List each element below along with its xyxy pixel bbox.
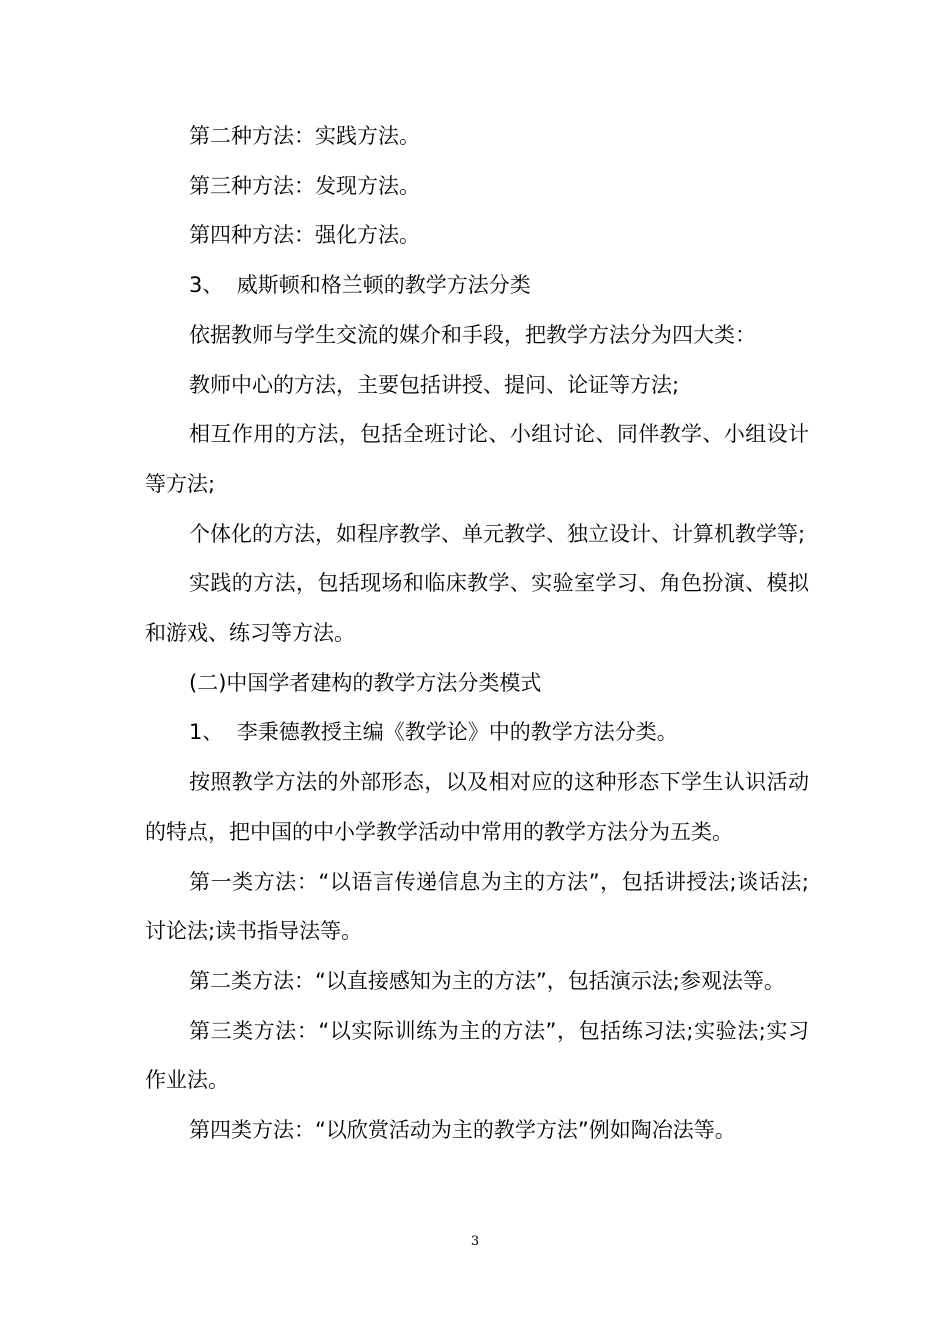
paragraph: 第二类方法：“以直接感知为主的方法”，包括演示法;参观法等。 [189,968,785,993]
paragraph: 实践的方法，包括现场和临床教学、实验室学习、角色扮演、模拟和游戏、练习等方法。 [145,571,809,646]
paragraph: 第三类方法：“以实际训练为主的方法”，包括练习法;实验法;实习作业法。 [145,1018,809,1093]
paragraph: 第二种方法：实践方法。 [189,124,420,148]
section-heading: 3、 威斯顿和格兰顿的教学方法分类 [189,273,531,298]
page-body [145,112,809,1156]
paragraph: 相互作用的方法，包括全班讨论、小组讨论、同伴教学、小组设计等方法; [145,422,809,496]
paragraph: 第四类方法：“以欣赏活动为主的教学方法”例如陶冶法等。 [189,1118,736,1143]
section-heading: 1、 李秉德教授主编《教学论》中的教学方法分类。 [189,720,678,745]
paragraph: 教师中心的方法，主要包括讲授、提问、论证等方法; [189,372,680,397]
paragraph: 个体化的方法，如程序教学、单元教学、独立设计、计算机教学等; [189,521,806,546]
section-heading: (二)中国学者建构的教学方法分类模式 [189,670,542,695]
paragraph: 依据教师与学生交流的媒介和手段，把教学方法分为四大类： [189,322,756,347]
paragraph: 第一类方法：“以语言传递信息为主的方法”，包括讲授法;谈话法;讨论法;读书指导法等。 [145,869,809,944]
paragraph: 第四种方法：强化方法。 [189,223,420,248]
page-number: 3 [470,1234,480,1249]
paragraph: 第三种方法：发现方法。 [189,173,420,198]
paragraph: 按照教学方法的外部形态，以及相对应的这种形态下学生认识活动的特点，把中国的中小学教学活动中常用的教学方法分为五类。 [145,770,809,844]
